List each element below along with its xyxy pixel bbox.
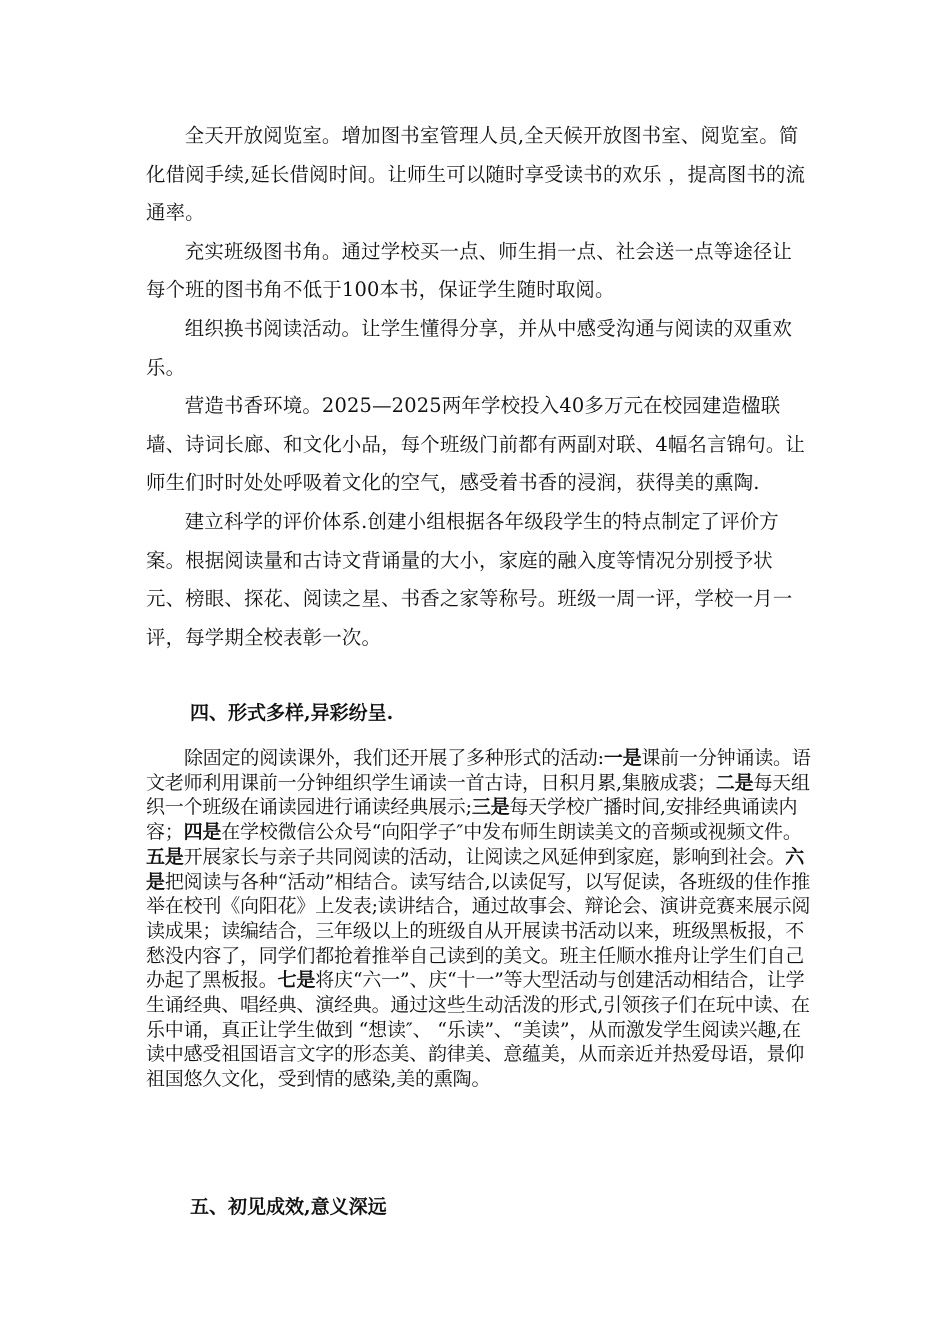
activity-text-4: 在学校微信公众号“向阳学子″中发布师生朗读美文的音频或视频文件。 [221,821,802,844]
activities-intro-text: 除固定的阅读课外，我们还开展了多种形式的活动: [184,747,604,769]
section-heading-5: 五、初见成效,意义深远 [190,1196,387,1218]
paragraph-evaluation-system: 建立科学的评价体系.创建小组根据各年级段学生的特点制定了评价方案。根据阅读量和古诗文背诵量的大小，家庭的融入度等情况分别授予状元、榜眼、探花、阅读之星、书香之家等称号。班级一周一评，学校一月一评，每学期全校表彰一次。 [146,509,793,649]
section-reading-facilities [146,117,811,657]
activity-text-7: 将庆“六一”、庆“十一”等大型活动与创建活动相结合，让学生诵经典、唱经典、演经典。通过这些生动活泼的形式,引领孩子们在玩中读、在乐中诵，真正让学生做到 “想读″、 “乐读”、“美读”，从而激发学生阅读兴趣,在读中感受祖国语言文字的形态美、韵律美、意蕴美，从而亲近并热爱母语，景仰祖国悠久文化，受到情的感染,美的熏陶。 [146,969,810,1091]
paragraph-class-book-corner: 充实班级图书角。通过学校买一点、师生捐一点、社会送一点等途径让每个班的图书角不低于100本书，保证学生随时取阅。 [146,239,793,302]
keyword-second: 二是 [715,771,754,794]
keyword-first: 一是 [603,747,642,769]
keyword-fifth: 五是 [146,845,184,868]
paragraph-book-exchange: 组织换书阅读活动。让学生懂得分享，并从中感受沟通与阅读的双重欢乐。 [146,316,793,379]
section-activities [146,746,814,1092]
paragraph-open-reading-room: 全天开放阅览室。增加图书室管理人员,全天候开放图书室、阅览室。简化借阅手续,延长借阅时间。让师生可以随时享受读书的欢乐 ，提高图书的流通率。 [146,124,806,225]
paragraph-book-environment: 营造书香环境。2025—2025两年学校投入40多万元在校园建造楹联墙、诗词长廊、和文化小品，每个班级门前都有两副对联、4幅名言锦句。让师生们时时处处呼吸着文化的空气，感受着书香的浸润，获得美的熏陶. [146,394,806,495]
keyword-seventh: 七是 [277,969,316,992]
section-heading-4: 四、形式多样,异彩纷呈. [190,702,394,724]
activity-text-3: 每天学校广播时间,安排经典诵读内容； [146,796,798,844]
keyword-third: 三是 [471,796,510,819]
paragraph-activities [146,746,814,1092]
keyword-sixth: 六是 [146,845,805,893]
activity-text-1: 课前一分钟诵读。语文老师利用课前一分钟组织学生诵读一首古诗，日积月累,集腋成裘； [146,747,811,794]
activity-text-6: 把阅读与各种“活动”相结合。读写结合,以读促写，以写促读，各班级的佳作推举在校刊《向阳花》上发表;读讲结合，通过故事会、辩论会、演讲竞赛来展示阅读成果；读编结合，三年级以上的班级自从开展读书活动以来，班级黑板报，不愁没内容了，同学们都抢着推举自己读到的美文。班主任顺水推舟让学生们自己办起了黑板报。 [146,870,811,992]
activity-text-5: 开展家长与亲子共同阅读的活动，让阅读之风延伸到家庭，影响到社会。 [183,845,786,868]
keyword-fourth: 四是 [183,821,222,844]
activity-text-2: 每天组织一个班级在诵读园进行诵读经典展示; [146,771,810,819]
